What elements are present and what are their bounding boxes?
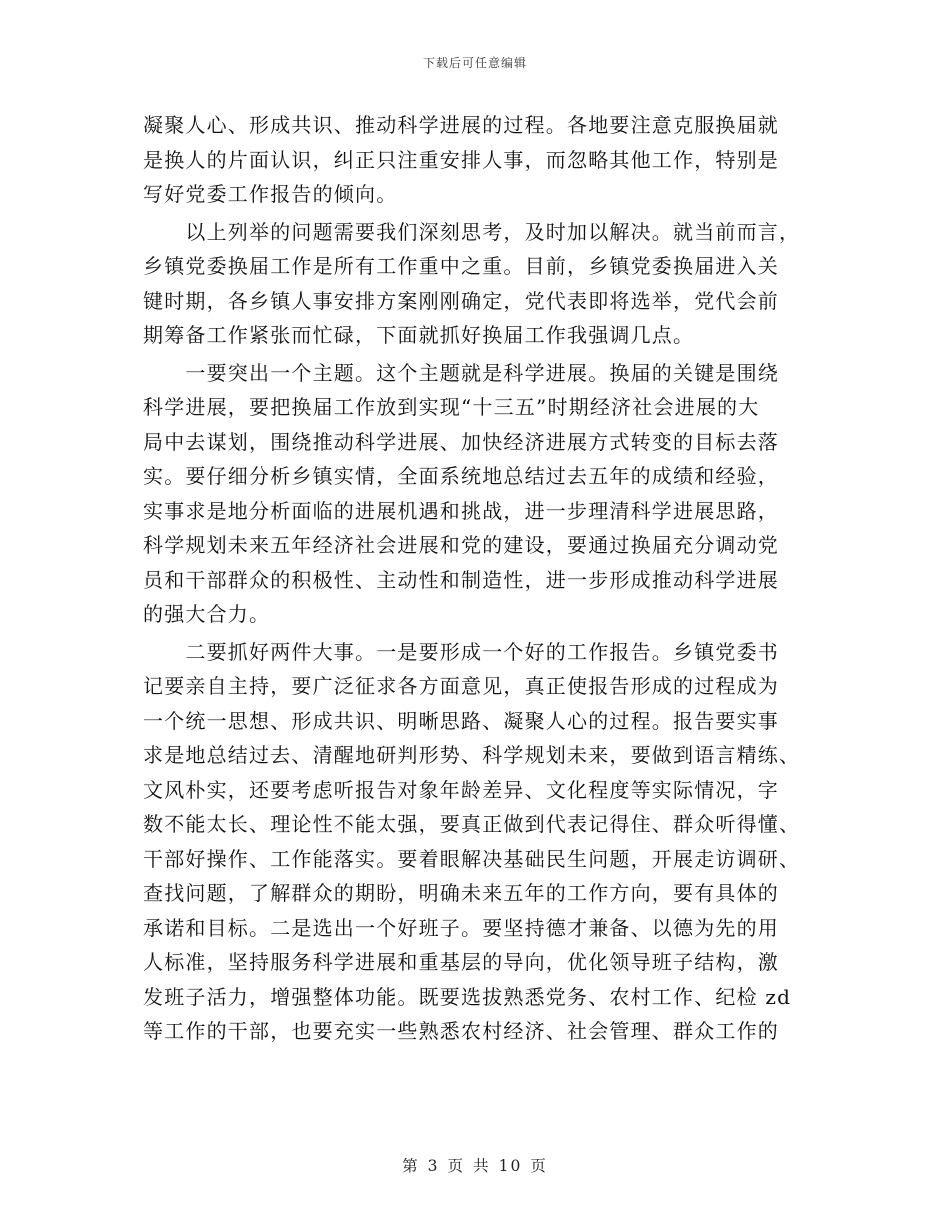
footer-ye: 页 [447,1157,466,1175]
text-line: 查找问题，了解群众的期盼，明确未来五年的工作方向，要有具体的 [143,881,779,905]
text-line: 乡镇党委换届工作是所有工作重中之重。目前，乡镇党委换届进入关 [143,254,779,278]
text-line: 实。要仔细分析乡镇实情，全面系统地总结过去五年的成绩和经验， [143,464,779,488]
text-line: 求是地总结过去、清醒地研判形势、科学规划未来，要做到语言精练、 [143,743,801,767]
text-line: 记要亲自主持，要广泛征求各方面意见，真正使报告形成的过程成为 [143,674,779,698]
text-line: 一个统一思想、形成共识、明晰思路、凝聚人心的过程。报告要实事 [143,708,779,733]
body-text [143,108,807,1049]
text-line: 科学进展，要把换届工作放到实现“十三五”时期经济社会进展的大 [143,395,760,419]
header-note: 下载后可任意编辑 [422,56,527,70]
text-line: 文风朴实，还要考虑听报告对象年龄差异、文化程度等实际情况，字 [143,777,779,802]
current-page-number: 3 [427,1157,440,1175]
text-line: 数不能太长、理论性不能太强，要真正做到代表记得住、群众听得懂、 [143,812,801,836]
text-line: 以上列举的问题需要我们深刻思考，及时加以解决。就当前而言， [143,219,801,244]
page-footer [0,1154,950,1176]
text-line: 实事求是地分析面临的进展机遇和挑战，进一步理清科学进展思路， [143,498,779,523]
text-line: 发班子活力，增强整体功能。既要选拔熟悉党务、农村工作、纪检 zd [143,984,792,1009]
text-line: 员和干部群众的积极性、主动性和制造性，进一步形成推动科学进展 [143,567,779,592]
text-line: 科学规划未来五年经济社会进展和党的建设，要通过换届充分调动党 [143,533,779,557]
paragraph [143,635,807,1049]
text-line: 凝聚人心、形成共识、推动科学进展的过程。各地要注意克服换届就 [143,113,779,137]
paragraph [143,108,807,212]
footer-di: 第 [402,1157,420,1175]
text-line: 局中去谋划，围绕推动科学进展、加快经济进展方式转变的目标去落 [143,429,779,454]
footer-ye-2: 页 [530,1157,548,1175]
text-line: 期筹备工作紧张而忙碌，下面就抓好换届工作我强调几点。 [143,323,695,347]
footer-gong: 共 [473,1157,491,1175]
text-line: 二要抓好两件大事。一是要形成一个好的工作报告。乡镇党委书 [143,639,779,664]
text-line: 干部好操作、工作能落实。要着眼解决基础民生问题，开展走访调研、 [143,846,801,871]
paragraph [143,356,807,632]
text-line: 的强大合力。 [143,602,271,626]
text-line: 等工作的干部，也要充实一些熟悉农村经济、社会管理、群众工作的 [143,1019,779,1043]
text-line: 写好党委工作报告的倾向。 [143,182,398,206]
total-pages-number: 10 [498,1157,523,1175]
paragraph [143,215,807,353]
text-line: 是换人的片面认识，纠正只注重安排人事，而忽略其他工作，特别是 [143,147,779,172]
text-line: 键时期，各乡镇人事安排方案刚刚确定，党代表即将选举，党代会前 [143,288,779,313]
text-line: 承诺和目标。二是选出一个好班子。要坚持德才兼备、以德为先的用 [143,915,779,940]
text-line: 一要突出一个主题。这个主题就是科学进展。换届的关键是围绕 [143,360,779,385]
text-line: 人标准，坚持服务科学进展和重基层的导向，优化领导班子结构，激 [143,950,779,974]
